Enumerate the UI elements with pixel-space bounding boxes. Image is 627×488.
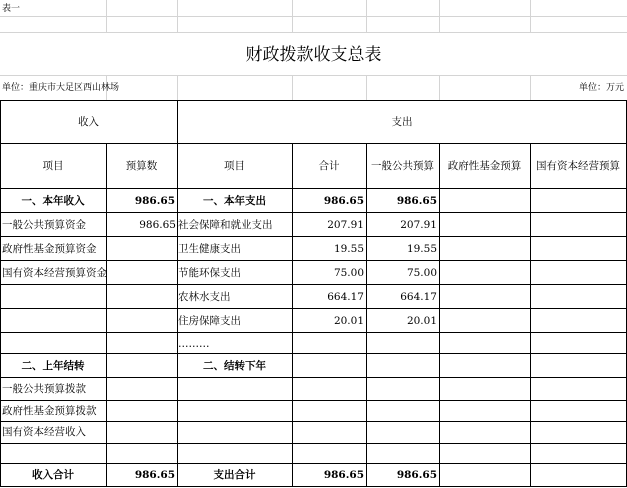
table-cell-income-item: 一般公共预算资金 <box>2 219 86 231</box>
gridline <box>177 75 178 100</box>
unit-left: 单位：重庆市大足区西山林场 <box>2 83 120 93</box>
table-cell-income-item: 国有资本经营预算资金 <box>2 267 107 279</box>
table-cell-total: 20.01 <box>333 315 364 327</box>
col-header-expense-item: 项目 <box>224 160 245 172</box>
table-cell-total: 664.17 <box>327 291 364 303</box>
table-cell-income-item: 一般公共预算拨款 <box>2 383 86 395</box>
table-border <box>0 212 627 213</box>
gridline <box>439 75 440 100</box>
table-cell-expense-item: 农林水支出 <box>178 291 231 303</box>
table-cell-general: 20.01 <box>406 315 437 327</box>
table-border <box>0 332 627 333</box>
gridline <box>439 0 440 33</box>
gridline <box>366 0 367 33</box>
gridline <box>0 32 627 33</box>
expense-total-general: 986.65 <box>396 469 437 481</box>
table-cell-income-item: 政府性基金预算资金 <box>2 243 97 255</box>
table-cell-expense-item: 二、结转下年 <box>203 360 266 372</box>
gridline <box>0 75 627 76</box>
expense-total-label: 支出合计 <box>213 469 256 481</box>
table-border <box>530 143 531 487</box>
col-header-total: 合计 <box>318 160 340 172</box>
table-cell-expense-item: 节能环保支出 <box>178 267 241 279</box>
income-total-label: 收入合计 <box>32 469 74 481</box>
income-total-value: 986.65 <box>134 469 175 481</box>
table-cell-total: 19.55 <box>333 243 364 255</box>
table-border <box>0 486 627 487</box>
table-cell-general: 207.91 <box>400 219 437 231</box>
table-border <box>0 188 627 189</box>
col-header-income-budget: 预算数 <box>125 160 158 172</box>
table-cell-income-item: 一、本年收入 <box>21 195 85 207</box>
gridline <box>292 75 293 100</box>
table-cell-expense-item: 社会保障和就业支出 <box>178 219 273 231</box>
table-cell-income-value: 986.65 <box>134 195 175 207</box>
col-header-general: 一般公共预算 <box>371 160 434 172</box>
table-border <box>0 353 627 354</box>
table-border <box>0 308 627 309</box>
gridline <box>0 16 627 17</box>
gridline <box>366 75 367 100</box>
col-header-income-item: 项目 <box>42 160 64 172</box>
table-cell-general: 19.55 <box>406 243 437 255</box>
table-cell-total: 207.91 <box>327 219 364 231</box>
table-cell-total: 986.65 <box>323 195 364 207</box>
table-cell-income-item: 政府性基金预算拨款 <box>2 405 97 417</box>
table-cell-expense-item: ……… <box>178 338 210 350</box>
table-cell-general: 664.17 <box>400 291 437 303</box>
table-border <box>0 260 627 261</box>
table-border <box>0 421 627 422</box>
table-cell-expense-item: 住房保障支出 <box>178 315 241 327</box>
gridline <box>106 0 107 33</box>
col-header-state: 国有资本经营预算 <box>536 160 620 172</box>
gridline <box>530 0 531 33</box>
table-cell-expense-item: 卫生健康支出 <box>178 243 241 255</box>
col-header-fund: 政府性基金预算 <box>447 160 522 172</box>
gridline <box>292 0 293 33</box>
expense-section-header: 支出 <box>391 116 413 128</box>
expense-total-value: 986.65 <box>323 469 364 481</box>
table-border <box>0 400 627 401</box>
table-border <box>0 284 627 285</box>
income-section-header: 收入 <box>78 116 99 128</box>
table-border <box>0 463 627 464</box>
table-cell-income-item: 二、上年结转 <box>21 360 85 372</box>
table-border <box>0 143 627 144</box>
page-title: 财政拨款收支总表 <box>245 45 382 65</box>
table-border <box>0 236 627 237</box>
table-cell-general: 986.65 <box>396 195 437 207</box>
table-cell-general: 75.00 <box>406 267 437 279</box>
table-border <box>439 143 440 487</box>
gridline <box>177 0 178 33</box>
table-cell-expense-item: 一、本年支出 <box>203 195 266 207</box>
table-cell-total: 75.00 <box>333 267 364 279</box>
table-cell-income-item: 国有资本经营收入 <box>2 426 86 438</box>
gridline <box>530 75 531 100</box>
table-cell-income-value: 986.65 <box>139 219 176 231</box>
unit-right: 单位：万元 <box>578 83 624 93</box>
table-border <box>0 100 627 101</box>
table-border <box>0 377 627 378</box>
table-border <box>0 443 627 444</box>
sheet-label: 表一 <box>2 4 21 14</box>
